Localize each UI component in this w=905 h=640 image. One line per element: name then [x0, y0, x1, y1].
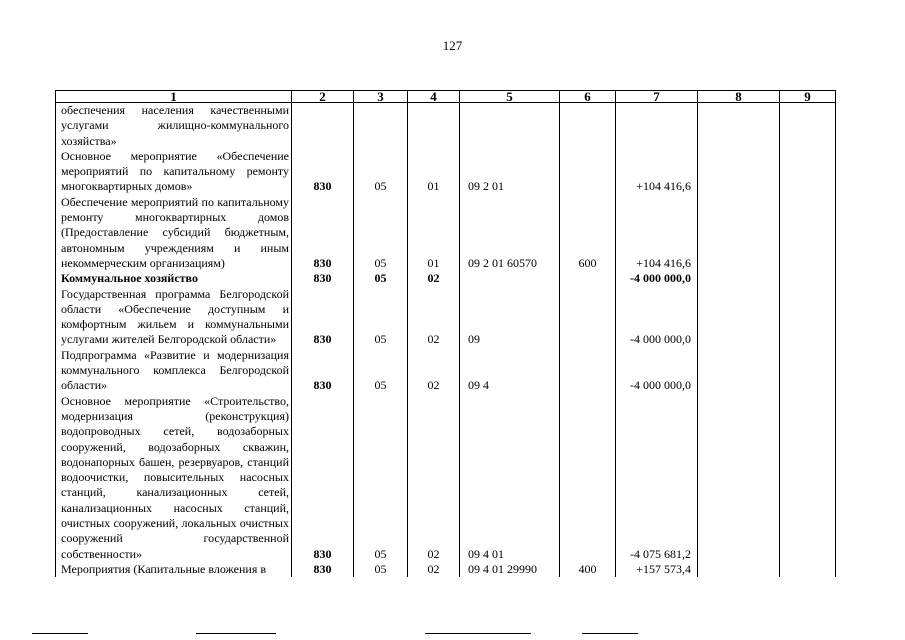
cell-col-2: 830	[292, 271, 354, 286]
cell-col-8	[698, 271, 780, 286]
cell-col-5: 09 4 01	[460, 394, 560, 562]
cell-col-3: 05	[354, 348, 408, 394]
table-row	[56, 149, 836, 195]
cell-col-9	[780, 103, 836, 149]
cell-col-4: 02	[408, 394, 460, 562]
cell-col-6	[560, 271, 616, 286]
cell-col-7: -4 075 681,2	[616, 394, 698, 562]
cell-col-4: 01	[408, 149, 460, 195]
row-description: Подпрограмма «Развитие и модернизация коммунального комплекса Белгородской области»	[56, 348, 292, 394]
cell-col-8	[698, 562, 780, 577]
cell-col-6: 400	[560, 562, 616, 577]
column-header-7: 7	[616, 91, 698, 103]
footer-rule	[582, 633, 638, 634]
cell-col-3: 05	[354, 271, 408, 286]
footer-rule	[196, 633, 276, 634]
cell-col-7: -4 000 000,0	[616, 271, 698, 286]
row-description: Государственная программа Белгородской области «Обеспечение доступным и комфортным жильем и коммунальными услугами жителей Белгородской области»	[56, 287, 292, 348]
cell-col-3	[354, 103, 408, 149]
cell-col-9	[780, 195, 836, 271]
table-header-row	[56, 91, 836, 103]
cell-col-6	[560, 103, 616, 149]
cell-col-2: 830	[292, 348, 354, 394]
cell-col-6: 600	[560, 195, 616, 271]
table-row	[56, 103, 836, 149]
cell-col-9	[780, 348, 836, 394]
cell-col-3: 05	[354, 287, 408, 348]
cell-col-8	[698, 195, 780, 271]
row-description: обеспечения населения качественными услугами жилищно-коммунального хозяйства»	[56, 103, 292, 149]
cell-col-4: 01	[408, 195, 460, 271]
cell-col-6	[560, 348, 616, 394]
cell-col-3: 05	[354, 149, 408, 195]
cell-col-2: 830	[292, 394, 354, 562]
cell-col-5: 09 4 01 29990	[460, 562, 560, 577]
cell-col-2: 830	[292, 287, 354, 348]
table-row	[56, 195, 836, 271]
column-header-9: 9	[780, 91, 836, 103]
cell-col-9	[780, 287, 836, 348]
cell-col-5	[460, 103, 560, 149]
cell-col-8	[698, 287, 780, 348]
column-header-2: 2	[292, 91, 354, 103]
cell-col-8	[698, 394, 780, 562]
cell-col-4	[408, 103, 460, 149]
cell-col-9	[780, 149, 836, 195]
cell-col-6	[560, 149, 616, 195]
column-header-1: 1	[56, 91, 292, 103]
cell-col-9	[780, 271, 836, 286]
cell-col-7: +104 416,6	[616, 195, 698, 271]
cell-col-5	[460, 271, 560, 286]
cell-col-5: 09 4	[460, 348, 560, 394]
column-header-8: 8	[698, 91, 780, 103]
row-description: Основное мероприятие «Обеспечение мероприятий по капитальному ремонту многоквартирных домов»	[56, 149, 292, 195]
table-row	[56, 348, 836, 394]
cell-col-2: 830	[292, 562, 354, 577]
cell-col-8	[698, 103, 780, 149]
cell-col-5: 09	[460, 287, 560, 348]
cell-col-5: 09 2 01 60570	[460, 195, 560, 271]
cell-col-2: 830	[292, 195, 354, 271]
cell-col-7	[616, 103, 698, 149]
footer-rule	[425, 633, 531, 634]
row-description: Коммунальное хозяйство	[56, 271, 292, 286]
page-number: 127	[442, 38, 463, 53]
cell-col-4: 02	[408, 348, 460, 394]
cell-col-3: 05	[354, 394, 408, 562]
cell-col-5: 09 2 01	[460, 149, 560, 195]
row-description: Мероприятия (Капитальные вложения в	[56, 562, 292, 577]
cell-col-2	[292, 103, 354, 149]
table-row	[56, 287, 836, 348]
cell-col-3: 05	[354, 562, 408, 577]
cell-col-3: 05	[354, 195, 408, 271]
cell-col-4: 02	[408, 562, 460, 577]
table-body	[56, 103, 836, 578]
table-row	[56, 562, 836, 577]
cell-col-6	[560, 287, 616, 348]
cell-col-8	[698, 149, 780, 195]
cell-col-7: +157 573,4	[616, 562, 698, 577]
row-description: Основное мероприятие «Строительство, модернизация (реконструкция) водопроводных сетей, водозаборных сооружений, водозаборных скважин, водонапорных башен, резервуаров, станций водоочистки, повысительных насосных станций, канализационных сетей, канализационных насосных станций, очистных сооружений, локальных очистных сооружений государственной собственности»	[56, 394, 292, 562]
footer-rule	[32, 633, 88, 634]
cell-col-8	[698, 348, 780, 394]
cell-col-7: -4 000 000,0	[616, 348, 698, 394]
cell-col-4: 02	[408, 271, 460, 286]
cell-col-7: -4 000 000,0	[616, 287, 698, 348]
column-header-6: 6	[560, 91, 616, 103]
table-row	[56, 394, 836, 562]
table-row	[56, 271, 836, 286]
cell-col-9	[780, 562, 836, 577]
cell-col-4: 02	[408, 287, 460, 348]
cell-col-2: 830	[292, 149, 354, 195]
cell-col-6	[560, 394, 616, 562]
row-description: Обеспечение мероприятий по капитальному ремонту многоквартирных домов (Предоставление субсидий бюджетным, автономным учреждениям и иным некоммерческим организациям)	[56, 195, 292, 271]
column-header-3: 3	[354, 91, 408, 103]
column-header-4: 4	[408, 91, 460, 103]
budget-table	[55, 90, 835, 577]
cell-col-9	[780, 394, 836, 562]
column-header-5: 5	[460, 91, 560, 103]
cell-col-7: +104 416,6	[616, 149, 698, 195]
